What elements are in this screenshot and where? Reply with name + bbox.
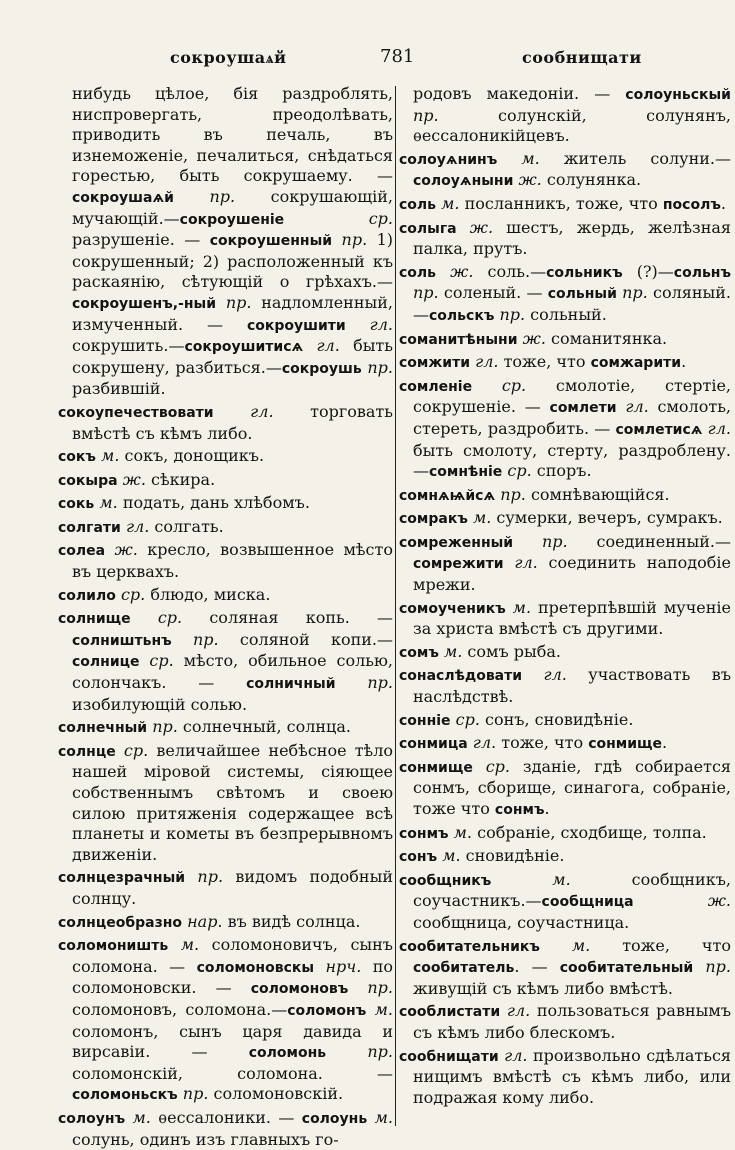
grammar-label: м. [512,597,532,617]
grammar-label: м. [132,1107,151,1127]
headword: сокроушь [281,360,362,377]
dictionary-entry [399,1046,731,1109]
definition-text: торговать вмѣстѣ съ кѣмъ либо. [72,401,393,443]
definition-text: соединить наподобіе мрежи. [413,553,731,595]
definition-text [367,1108,374,1127]
definition-text: зданіе, гдѣ собирается сонмъ, сборище, синагога, собраніе, тоже что [413,756,731,818]
headword: соломоновскы [196,959,315,976]
grammar-label: пр. [499,304,526,324]
definition-text: подать, дань хлѣбомъ. [117,493,310,513]
grammar-label: пр. [500,484,526,504]
grammar-label: ж. [707,891,731,911]
dictionary-entry [399,665,731,707]
grammar-label: ср. [149,651,174,671]
definition-text: соломоновскій. [208,1084,344,1104]
definition-text [457,218,470,237]
headword: соманитѣныни [399,331,518,348]
dictionary-entry [58,741,393,866]
headword: сомлети [549,400,617,417]
grammar-label: м. [453,822,473,842]
definition-text [491,870,552,889]
definition-text: сновидѣніе. [460,846,565,866]
grammar-label: м. [99,493,118,513]
definition-text: быть смолоту, стерту, раздроблену. — [413,440,731,481]
definition-text: соль.— [473,261,547,281]
headword: сонмъ [399,825,449,842]
dictionary-entry [399,329,731,351]
definition-text: . — [514,957,560,977]
headword: солништьнъ [72,632,172,649]
dictionary-entry [399,598,731,640]
headword: солоуньскый [625,87,731,103]
grammar-label: м. [374,1107,393,1127]
headword: сомнѧѩйсѧ [399,487,496,504]
definition-text: соломонъ, сынъ царя давида и вирсавіи. — [72,1021,393,1062]
definition-text [326,1042,367,1061]
definition-text [168,935,181,954]
headword: сокь [58,496,95,513]
definition-text: сумерки, вечеръ, сумракъ. [491,508,723,528]
left-column [58,84,394,1149]
definition-text [693,957,705,976]
dictionary-entry [58,935,393,1106]
entry-continuation [399,84,731,147]
definition-text [522,665,543,684]
headword: солнице [72,654,140,671]
dictionary-entry [399,823,731,845]
grammar-label: гл. [506,1001,531,1021]
grammar-label: пр. [367,357,393,377]
grammar-label: пр. [209,186,236,206]
headword: сокроушитисѧ [184,339,304,356]
headword: солничный [246,676,336,693]
headword: сокроушити [246,317,346,334]
grammar-label: ср. [157,608,183,628]
definition-text: соломоновъ, соломона.— [72,999,288,1019]
headword: сообитатель [413,960,515,977]
definition-text: изобилующій солью. [72,694,248,714]
definition-text: мѣсто, обильное солью, солончакъ. — [72,651,393,693]
dictionary-entry [58,402,393,444]
definition-text [348,978,367,997]
dictionary-entry [399,642,731,664]
grammar-label: гл. [250,401,274,421]
definition-text: произвольно сдѣлаться нищимъ вмѣстѣ съ кѣмъ либо, или подражая кому либо. [413,1045,731,1107]
definition-text [504,553,515,572]
grammar-label: пр. [541,531,568,551]
grammar-label: ж. [450,261,474,281]
grammar-label: пр. [341,230,368,250]
definition-text [336,673,368,692]
dictionary-entry [58,493,393,515]
definition-text: солунь, одинъ изъ главныхъ го- [72,1129,339,1149]
headword: соль [399,264,437,281]
grammar-label: ж. [122,469,146,489]
definition-text: кресло, возвышенное мѣсто въ церквахъ. [72,540,393,582]
headword: соломоништь [58,938,169,955]
page-header [0,40,735,80]
grammar-label: пр. [152,717,178,737]
grammar-label: пр. [367,1042,393,1062]
grammar-label: гл. [707,418,732,438]
definition-text [634,891,708,910]
dictionary-entry [58,540,393,582]
headword: сокроушенъ,-ный [72,295,217,312]
definition-text [346,315,370,334]
grammar-label: ж. [522,328,546,348]
grammar-label: ж. [469,217,494,237]
definition-text: видомъ подобный солнцу. [72,867,393,908]
definition-text: разрушеніе. — [72,230,210,250]
grammar-label: пр. [622,283,648,303]
grammar-label: м. [472,508,492,528]
headword: сомреженный [399,534,514,551]
headword: сомжити [399,355,471,372]
definition-text: величайшее небѣсное тѣло нашей міровой системы, сіяющее собственнымъ свѣтомъ и своею силою притяженія содержащее всѣ планеты и кометы въ безпрерывномъ движеніи. [72,740,394,864]
definition-text: сомнѣвающійся. [525,484,670,504]
definition-text: сокрушающій, мучающій.— [72,186,393,228]
headword: сооблистати [399,1004,501,1021]
dictionary-entry [58,867,393,909]
grammar-label: гл. [543,665,567,685]
headword: солило [58,587,116,604]
headword: соломонъ [287,1002,367,1019]
headword: сообитательный [559,960,694,977]
grammar-label: ср. [507,461,532,481]
definition-text [303,336,316,355]
grammar-label: м. [552,869,571,889]
grammar-label: пр. [367,978,394,998]
headword: соломонь [248,1045,327,1062]
right-running-headword: сообнищати [522,48,642,67]
definition-text: сокрушить.— [72,336,185,356]
dictionary-entry [399,870,731,934]
entry-continuation [58,84,393,400]
dictionary-entry [58,470,393,492]
grammar-label: пр. [413,283,439,303]
definition-text [540,936,572,955]
definition-text: 1) сокрушенный; 2) расположенный къ раскаянію, сѣтующій о грѣхахъ.— [72,230,394,292]
headword: солеа [58,543,106,560]
grammar-label: гл. [475,352,499,372]
grammar-label: м. [101,446,120,466]
definition-text: солунскій, солунянъ, ѳессалоникійцевъ. [413,105,731,146]
dictionary-entry [399,1001,731,1043]
grammar-label: м. [571,935,591,955]
dictionary-entry [399,376,731,483]
definition-text [131,608,158,627]
right-column [399,84,731,1134]
headword: сомоученикъ [399,600,506,617]
dictionary-entry [58,446,393,468]
grammar-label: пр. [197,867,224,887]
definition-text: нибудь цѣлое, бія раздроблять, ниспровергать, преодолѣвать, приводить въ печаль, въ изнеможеніе, печалиться, снѣдаться горестью, быть сокрушаему. — [72,84,393,186]
grammar-label: пр. [182,1084,209,1104]
definition-text: сомъ рыба. [462,641,561,661]
definition-text [513,532,542,551]
dictionary-entry [399,194,731,216]
dictionary-entry [58,585,393,607]
grammar-label: м. [443,641,463,661]
definition-text: (?)— [622,261,674,281]
headword: сомрежити [413,556,504,573]
definition-text: блюдо, миска. [145,584,271,604]
definition-text: . [544,799,550,818]
headword: солнечный [58,720,148,737]
headword: сонмище [588,736,663,753]
headword: посолъ [662,196,721,213]
definition-text [174,187,210,206]
headword: сокоупечествовати [58,404,214,421]
definition-text [472,376,502,395]
page-number: 781 [380,46,415,67]
grammar-label: нар. [187,911,223,931]
dictionary-entry [399,710,731,732]
definition-text [140,651,150,670]
headword: сокроушеніе [179,211,285,228]
grammar-label: пр. [413,105,439,125]
definition-text: . [662,733,668,753]
dictionary-entry [399,757,731,821]
headword: сомжарити [590,355,682,372]
grammar-label: ср. [455,709,480,729]
dictionary-entry [399,846,731,868]
headword: соломоньскъ [72,1087,178,1104]
definition-text: собраніе, сходбище, толпа. [472,822,707,842]
headword: сообщникъ [399,872,492,889]
headword: солнцеобразно [58,914,183,931]
headword: солоуѧнинъ [399,151,498,168]
definition-text [185,867,197,886]
definition-text: споръ. [531,461,592,481]
definition-text [116,741,124,760]
dictionary-entry [399,733,731,755]
definition-text: солгать. [149,516,224,536]
definition-text: родовъ македоніи. — [413,84,626,103]
headword: сомъ [399,644,439,661]
dictionary-entry [58,912,393,934]
definition-text: участвовать въ наслѣдствѣ. [413,665,731,707]
definition-text: претерпѣвшій мученіе за христа вмѣстѣ съ другими. [413,597,731,639]
dictionary-entry [399,218,731,260]
grammar-label: гл. [125,516,150,536]
headword: сольный [547,286,617,303]
definition-text: . [720,193,726,213]
dictionary-entry [399,262,731,327]
headword: сокъ [58,449,96,466]
headword: сомнѣніе [429,464,503,481]
definition-text: . [681,352,687,372]
headword: сольникъ [546,264,623,281]
column-divider [395,86,396,1126]
grammar-label: гл. [369,314,394,334]
definition-text: солнечный, солнца. [177,717,351,737]
headword: сомлетисѧ [615,421,703,438]
grammar-label: м. [442,846,461,866]
headword: сонмище [399,759,473,776]
definition-text: тоже, что [590,935,731,955]
grammar-label: ж. [518,170,542,190]
definition-text: смолоть, стереть, раздробить. — [413,397,731,438]
left-running-headword: сокроушаѧй [170,48,287,67]
definition-text [473,757,486,776]
definition-text: ѳессалоники. — [150,1107,302,1127]
grammar-label: гл. [625,397,649,417]
definition-text: живущій съ кѣмъ либо вмѣстѣ. [413,978,673,998]
dictionary-entry [58,517,393,539]
headword: сообнищати [399,1048,499,1065]
headword: сольскъ [429,307,495,324]
headword: солнцезрачный [58,870,186,887]
headword: сообитательникъ [399,938,540,955]
definition-text: солунянка. [541,170,642,190]
grammar-label: м. [180,935,200,955]
headword: сонніе [399,712,451,729]
headword: сомленіе [399,378,473,395]
definition-text [497,149,521,168]
headword: соль [399,196,437,213]
dictionary-entry [58,717,393,739]
definition-text: сообщникъ, соучастникъ.— [413,869,731,911]
definition-text: соломонскій, соломона. — [72,1063,393,1083]
grammar-label: пр. [705,957,731,977]
dictionary-entry [399,532,731,596]
grammar-label: м. [374,999,393,1019]
definition-text [314,957,325,976]
definition-text: по соломоновски. — [72,956,393,998]
grammar-label: ср. [501,375,527,395]
grammar-label: ж. [114,540,138,560]
headword: сонъ [399,849,438,866]
definition-text: соломоновичъ, сынъ соломона. — [72,935,393,976]
definition-text: сѣкира. [145,469,216,489]
definition-text: сообщница, соучастница. [413,912,630,932]
definition-text: тоже, что [496,733,589,753]
headword: сокроушаѧй [72,189,174,206]
grammar-label: м. [441,193,460,213]
definition-text [500,1001,507,1020]
definition-text [172,630,193,649]
headword: сольнъ [673,264,731,281]
dictionary-entry [399,936,731,1000]
grammar-label: гл. [316,336,340,356]
definition-text: тоже, что [498,352,591,372]
headword: сонаслѣдовати [399,668,523,685]
dictionary-entry [58,608,393,715]
grammar-label: пр. [225,292,252,312]
grammar-label: ср. [485,756,510,776]
definition-text: сольный. [525,304,607,324]
headword: сонмица [399,736,468,753]
dictionary-entry [399,352,731,374]
definition-text [216,293,226,312]
dictionary-entry [399,485,731,507]
definition-text: въ видѣ солнца. [222,911,361,931]
definition-text: соманитянка. [545,328,668,348]
grammar-label: гл. [514,553,538,573]
definition-text [436,262,450,281]
definition-text: быть сокрушену, разбиться.— [72,336,393,377]
headword: солоунь [301,1110,368,1127]
definition-text [366,1000,374,1019]
headword: солнце [58,743,116,760]
dictionary-entry [58,1108,393,1150]
dictionary-entry [399,149,731,192]
definition-text: разбившій. [72,379,166,399]
headword: солоуѧныни [413,173,514,190]
definition-text: сокъ, донощикъ. [119,446,265,466]
definition-text: соленый. — [438,283,548,303]
grammar-label: ср. [123,740,149,760]
definition-text: шестъ, жердь, желѣзная палка, прутъ. [413,217,731,259]
definition-text: пользоваться равнымъ съ кѣмъ либо блескомъ. [413,1001,731,1042]
definition-text: соляная копь. — [182,608,394,628]
grammar-label: гл. [504,1045,528,1065]
headword: солыга [399,220,457,237]
dictionary-entry [399,508,731,530]
definition-text: соединенный.— [567,531,731,551]
headword: солгати [58,519,121,536]
grammar-label: ср. [120,584,146,604]
definition-text: посланникъ, тоже, что [459,193,663,213]
definition-text: соляный.— [413,283,731,324]
headword: солоунъ [58,1110,126,1127]
headword: солнище [58,611,131,628]
grammar-label: пр. [367,673,394,693]
grammar-label: пр. [192,629,219,649]
definition-text: житель солуни.— [539,148,731,168]
definition-text [284,209,369,228]
headword: сообщница [541,894,634,911]
definition-text [105,540,114,559]
grammar-label: м. [521,148,540,168]
definition-text [125,1108,132,1127]
definition-text: надломленный, измученный. — [72,292,393,334]
headword: сокроушенный [209,233,333,250]
grammar-label: гл. [472,733,497,753]
headword: сомракъ [399,511,468,528]
headword: соломоновъ [250,981,349,998]
grammar-label: нрч. [325,956,362,976]
headword: сокыра [58,472,118,489]
headword: сонмъ [494,802,545,818]
definition-text [332,230,341,249]
definition-text: соляной копи.— [218,629,394,649]
grammar-label: ср. [368,208,393,228]
definition-text [506,598,513,617]
definition-text [214,402,251,421]
definition-text: сонъ, сновидѣніе. [479,709,634,729]
definition-text: смолотіе, стертіе, сокрушеніе. — [413,375,732,417]
